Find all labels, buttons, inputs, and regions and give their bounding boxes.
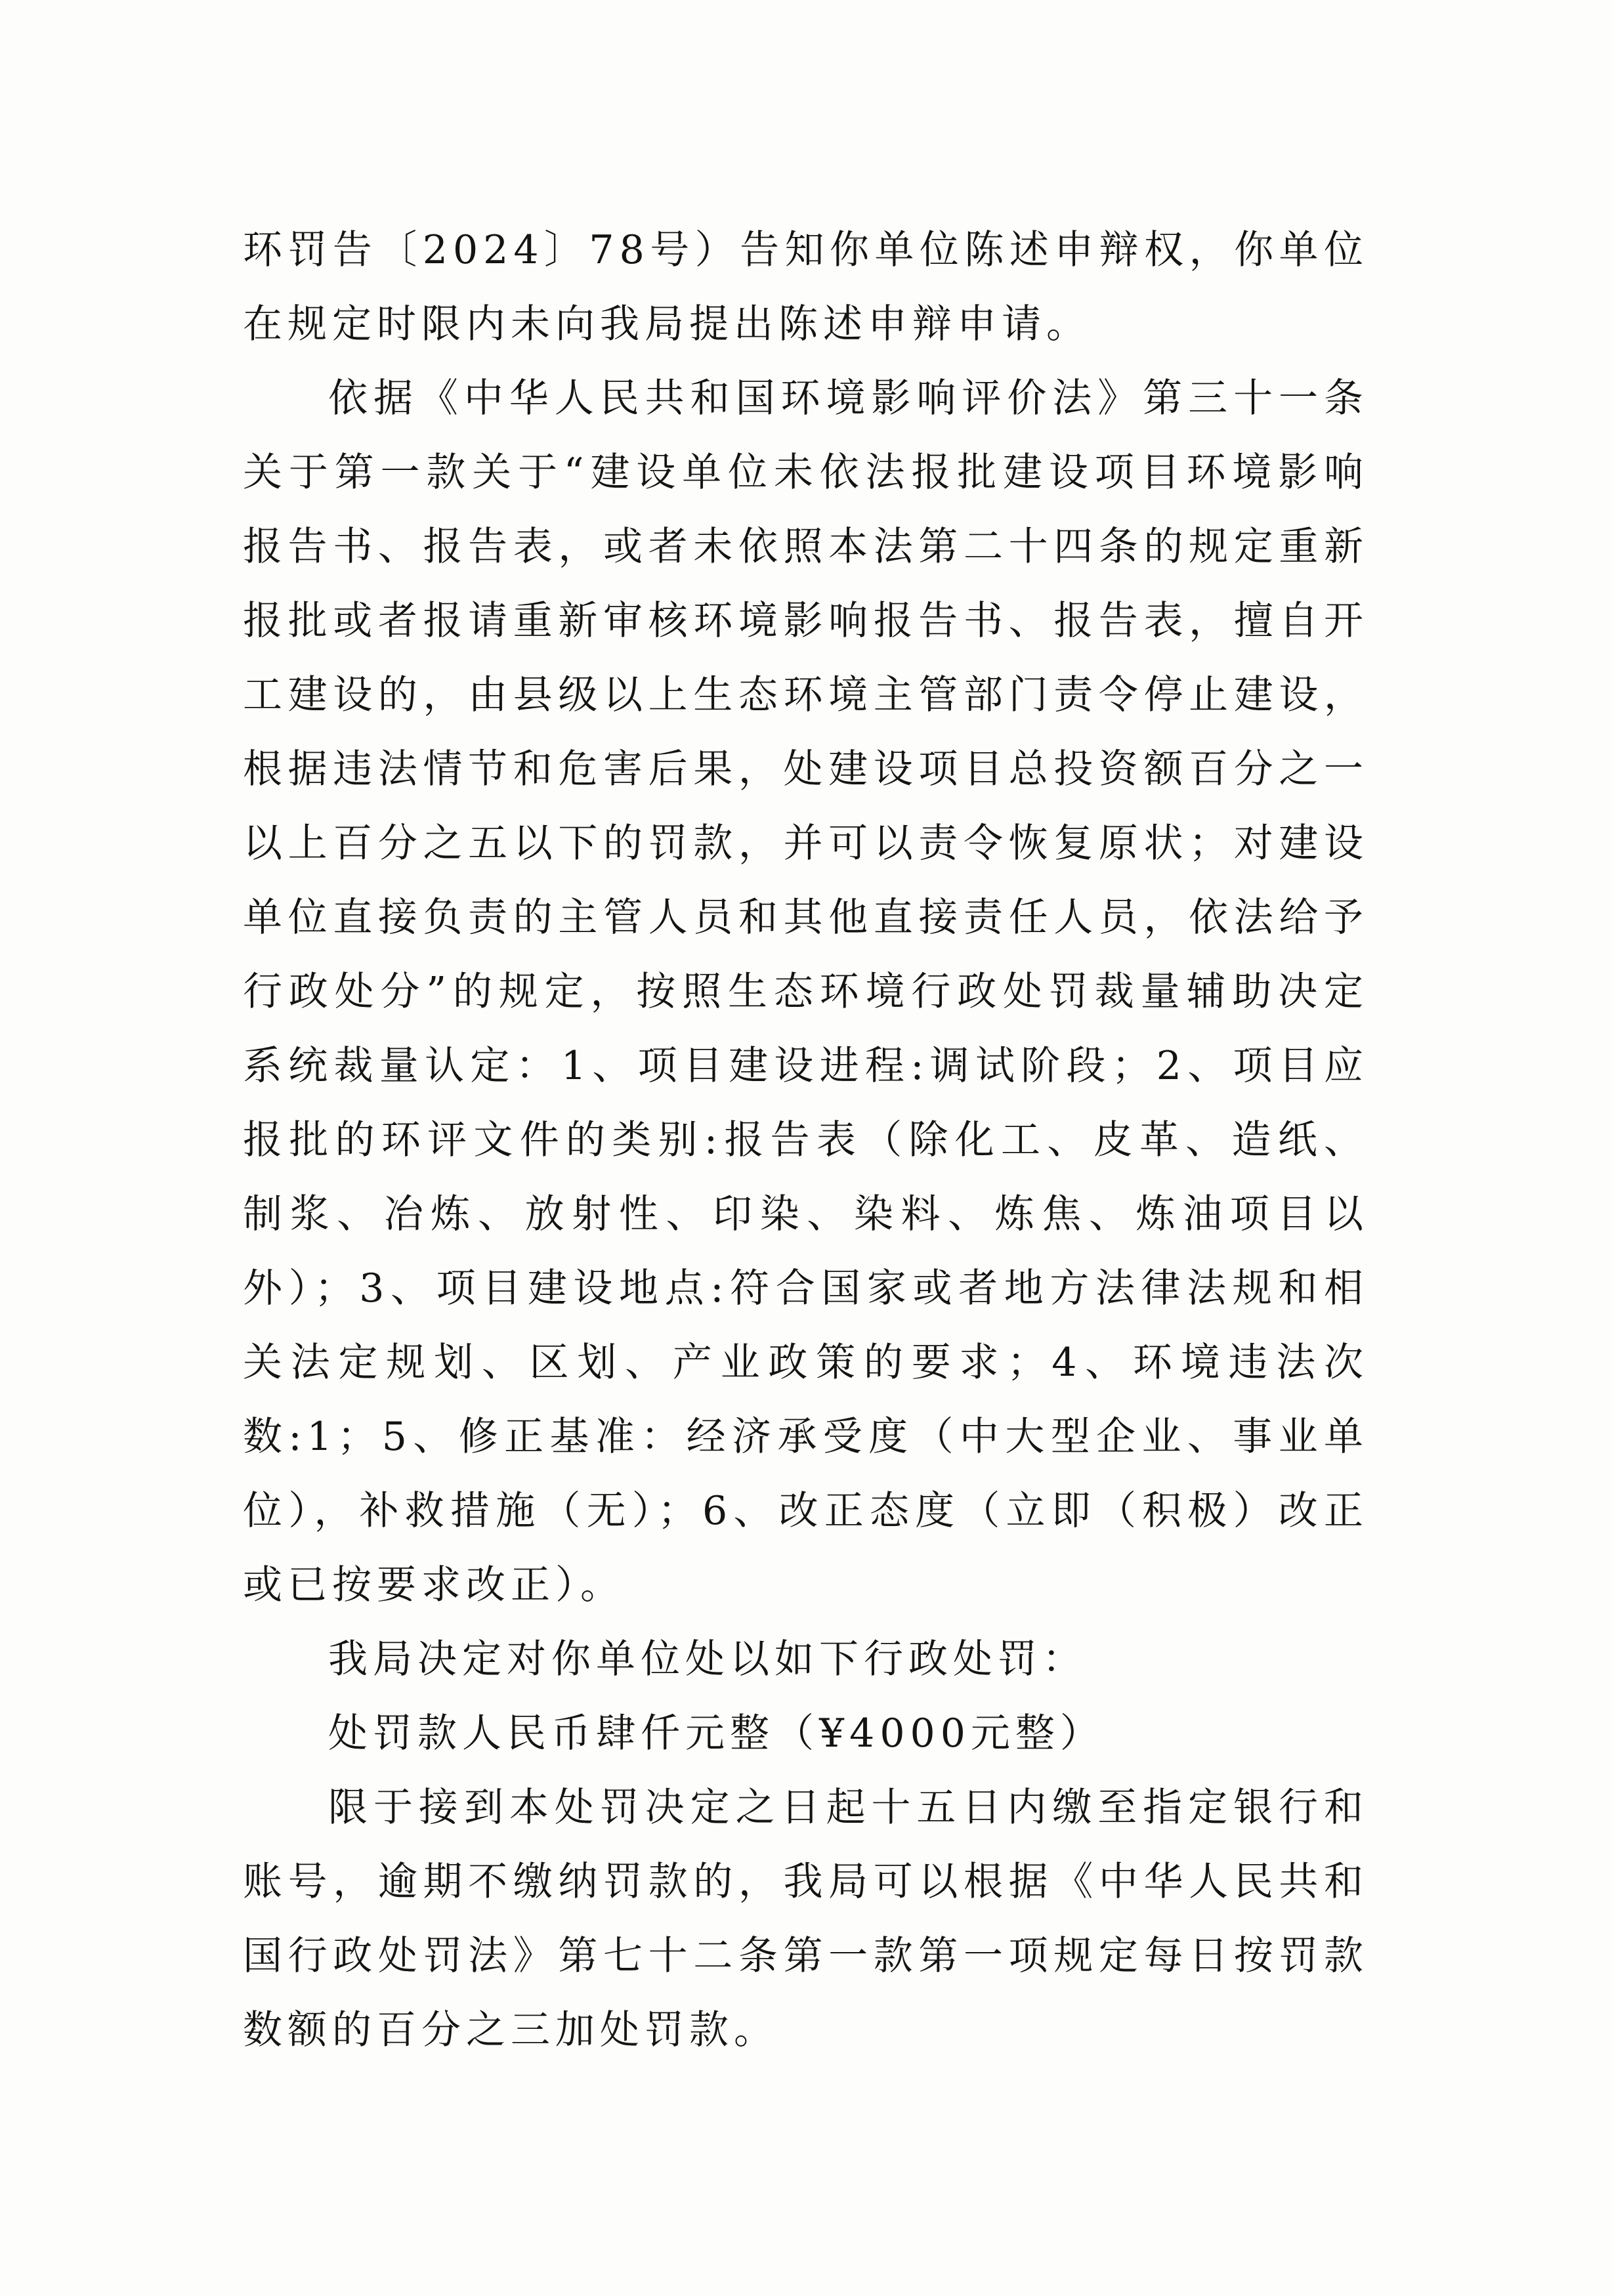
paragraph-legal-basis: 依据《中华人民共和国环境影响评价法》第三十一条关于第一款关于“建设单位未依法报批建设项目环境影响报告书、报告表，或者未依照本法第二十四条的规定重新报批或者报请重新审核环境影响报告书、报告表，擅自开工建设的，由县级以上生态环境主管部门责令停止建设，根据违法情节和危害后果，处建设项目总投资额百分之一以上百分之五以下的罚款，并可以责令恢复原状；对建设单位直接负责的主管人员和其他直接责任人员，依法给予行政处分”的规定，按照生态环境行政处罚裁量辅助决定系统裁量认定：1、项目建设进程:调试阶段；2、项目应报批的环评文件的类别:报告表（除化工、皮革、造纸、制浆、冶炼、放射性、印染、染料、炼焦、炼油项目以外）；3、项目建设地点:符合国家或者地方法律法规和相关法定规划、区划、产业政策的要求；4、环境违法次数:1；5、修正基准：经济承受度（中大型企业、事业单位），补救措施（无）；6、改正态度（立即（积极）改正或已按要求改正）。 — [243, 375, 1368, 1608]
document-body — [243, 213, 1368, 2068]
paragraph-fine-amount: 处罚款人民币肆仟元整（¥4000元整） — [328, 1711, 1105, 1756]
paragraph-decision-intro: 我局决定对你单位处以如下行政处罚： — [328, 1636, 1087, 1682]
paragraph-payment-terms: 限于接到本处罚决定之日起十五日内缴至指定银行和账号，逾期不缴纳罚款的，我局可以根据《中华人民共和国行政处罚法》第七十二条第一款第一项规定每日按罚款数额的百分之三加处罚款。 — [243, 1785, 1368, 2053]
paragraph-notice-continuation: 环罚告〔2024〕78号）告知你单位陈述申辩权，你单位在规定时限内未向我局提出陈述申辩申请。 — [243, 227, 1368, 347]
